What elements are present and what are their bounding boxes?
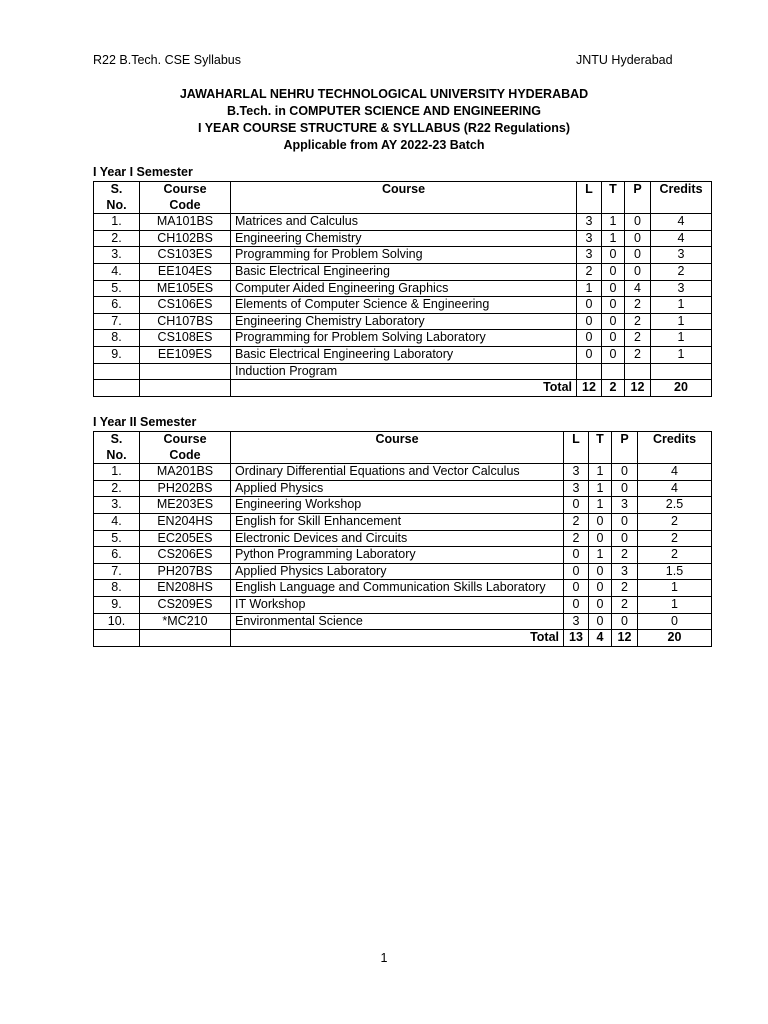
credits: 1 bbox=[651, 346, 712, 363]
practical-hours: 0 bbox=[625, 247, 651, 264]
course-row bbox=[94, 330, 712, 347]
col-credits-header: Credits bbox=[651, 182, 712, 214]
credits: 3 bbox=[651, 280, 712, 297]
total-row bbox=[94, 630, 712, 647]
credits: 4 bbox=[651, 230, 712, 247]
course-code: EN208HS bbox=[140, 580, 231, 597]
course-name: English for Skill Enhancement bbox=[231, 513, 564, 530]
course-code: CH107BS bbox=[140, 313, 231, 330]
course-row bbox=[94, 563, 712, 580]
tutorial-hours: 1 bbox=[602, 214, 625, 231]
course-code: CS103ES bbox=[140, 247, 231, 264]
credits: 4 bbox=[638, 464, 712, 481]
credits: 1 bbox=[651, 297, 712, 314]
practical-hours: 0 bbox=[625, 230, 651, 247]
practical-hours: 0 bbox=[625, 263, 651, 280]
serial-number: 7. bbox=[94, 563, 140, 580]
serial-number: 5. bbox=[94, 530, 140, 547]
course-name: Ordinary Differential Equations and Vector Calculus bbox=[231, 464, 564, 481]
total-label: Total bbox=[231, 380, 577, 397]
table-header-row bbox=[94, 432, 712, 464]
practical-hours: 2 bbox=[612, 547, 638, 564]
course-name: Matrices and Calculus bbox=[231, 214, 577, 231]
practical-hours: 2 bbox=[625, 346, 651, 363]
course-code: CS206ES bbox=[140, 547, 231, 564]
credits: 2.5 bbox=[638, 497, 712, 514]
university-name: JAWAHARLAL NEHRU TECHNOLOGICAL UNIVERSITY HYDERABAD bbox=[179, 87, 589, 101]
course-row bbox=[94, 497, 712, 514]
credits: 3 bbox=[651, 247, 712, 264]
serial-number: 2. bbox=[94, 480, 140, 497]
tutorial-hours: 0 bbox=[589, 596, 612, 613]
tutorial-hours: 1 bbox=[589, 547, 612, 564]
applicable-batch: Applicable from AY 2022-23 Batch bbox=[283, 138, 485, 152]
course-name: Programming for Problem Solving Laboratory bbox=[231, 330, 577, 347]
credits: 1 bbox=[638, 580, 712, 597]
col-l-header: L bbox=[564, 432, 589, 464]
course-code: ME105ES bbox=[140, 280, 231, 297]
course-name: Engineering Chemistry Laboratory bbox=[231, 313, 577, 330]
tutorial-hours: 0 bbox=[589, 580, 612, 597]
structure-title: I YEAR COURSE STRUCTURE & SYLLABUS (R22 Regulations) bbox=[197, 121, 571, 135]
course-name: Programming for Problem Solving bbox=[231, 247, 577, 264]
course-row bbox=[94, 464, 712, 481]
serial-number: 8. bbox=[94, 580, 140, 597]
course-row bbox=[94, 230, 712, 247]
practical-hours: 0 bbox=[625, 214, 651, 231]
practical-hours: 0 bbox=[612, 464, 638, 481]
tutorial-hours: 0 bbox=[602, 280, 625, 297]
col-code-header: Course Code bbox=[140, 432, 231, 464]
tutorial-hours: 0 bbox=[589, 563, 612, 580]
credits: 4 bbox=[638, 480, 712, 497]
credits: 1.5 bbox=[638, 563, 712, 580]
course-name: Basic Electrical Engineering Laboratory bbox=[231, 346, 577, 363]
course-code: MA101BS bbox=[140, 214, 231, 231]
lecture-hours: 0 bbox=[577, 297, 602, 314]
total-label: Total bbox=[231, 630, 564, 647]
course-code bbox=[140, 363, 231, 380]
lecture-hours: 3 bbox=[564, 480, 589, 497]
total-lecture: 12 bbox=[577, 380, 602, 397]
course-name: Environmental Science bbox=[231, 613, 564, 630]
tutorial-hours bbox=[602, 363, 625, 380]
course-name: English Language and Communication Skills Laboratory bbox=[231, 580, 564, 597]
tutorial-hours: 0 bbox=[602, 330, 625, 347]
practical-hours: 4 bbox=[625, 280, 651, 297]
credits: 4 bbox=[651, 214, 712, 231]
course-name: Basic Electrical Engineering bbox=[231, 263, 577, 280]
lecture-hours: 0 bbox=[564, 596, 589, 613]
course-code: EN204HS bbox=[140, 513, 231, 530]
serial-number: 3. bbox=[94, 247, 140, 264]
semester-1-title: I Year I Semester bbox=[93, 165, 193, 179]
serial-number: 6. bbox=[94, 547, 140, 564]
course-row bbox=[94, 280, 712, 297]
practical-hours: 0 bbox=[612, 613, 638, 630]
credits: 2 bbox=[651, 263, 712, 280]
serial-number: 7. bbox=[94, 313, 140, 330]
tutorial-hours: 0 bbox=[602, 346, 625, 363]
lecture-hours: 0 bbox=[564, 497, 589, 514]
course-row bbox=[94, 346, 712, 363]
course-code: EC205ES bbox=[140, 530, 231, 547]
total-tutorial: 2 bbox=[602, 380, 625, 397]
serial-number: 8. bbox=[94, 330, 140, 347]
course-code: CS108ES bbox=[140, 330, 231, 347]
empty-cell bbox=[94, 630, 140, 647]
serial-number: 1. bbox=[94, 464, 140, 481]
tutorial-hours: 1 bbox=[589, 480, 612, 497]
table-header-row bbox=[94, 182, 712, 214]
lecture-hours: 2 bbox=[564, 530, 589, 547]
total-credits: 20 bbox=[638, 630, 712, 647]
document-title-block bbox=[0, 86, 768, 154]
col-p-header: P bbox=[625, 182, 651, 214]
course-code: MA201BS bbox=[140, 464, 231, 481]
course-code: PH207BS bbox=[140, 563, 231, 580]
tutorial-hours: 1 bbox=[589, 497, 612, 514]
practical-hours: 2 bbox=[625, 313, 651, 330]
practical-hours: 2 bbox=[612, 580, 638, 597]
course-name: Computer Aided Engineering Graphics bbox=[231, 280, 577, 297]
semester-1-table bbox=[93, 181, 712, 397]
serial-number: 4. bbox=[94, 513, 140, 530]
course-code: *MC210 bbox=[140, 613, 231, 630]
col-p-header: P bbox=[612, 432, 638, 464]
lecture-hours: 3 bbox=[577, 214, 602, 231]
program-name: B.Tech. in COMPUTER SCIENCE AND ENGINEERING bbox=[227, 104, 541, 118]
lecture-hours: 0 bbox=[577, 330, 602, 347]
tutorial-hours: 0 bbox=[602, 313, 625, 330]
lecture-hours: 0 bbox=[564, 580, 589, 597]
lecture-hours bbox=[577, 363, 602, 380]
lecture-hours: 3 bbox=[564, 464, 589, 481]
serial-number: 3. bbox=[94, 497, 140, 514]
practical-hours: 3 bbox=[612, 563, 638, 580]
practical-hours: 2 bbox=[612, 596, 638, 613]
credits: 1 bbox=[651, 313, 712, 330]
course-name: IT Workshop bbox=[231, 596, 564, 613]
practical-hours: 0 bbox=[612, 480, 638, 497]
lecture-hours: 0 bbox=[564, 547, 589, 564]
serial-number: 5. bbox=[94, 280, 140, 297]
serial-number bbox=[94, 363, 140, 380]
col-credits-header: Credits bbox=[638, 432, 712, 464]
empty-cell bbox=[140, 380, 231, 397]
tutorial-hours: 1 bbox=[602, 230, 625, 247]
lecture-hours: 2 bbox=[564, 513, 589, 530]
tutorial-hours: 0 bbox=[589, 530, 612, 547]
lecture-hours: 3 bbox=[577, 230, 602, 247]
course-row bbox=[94, 547, 712, 564]
empty-cell bbox=[94, 380, 140, 397]
tutorial-hours: 1 bbox=[589, 464, 612, 481]
serial-number: 10. bbox=[94, 613, 140, 630]
col-course-header: Course bbox=[231, 432, 564, 464]
col-course-header: Course bbox=[231, 182, 577, 214]
course-row bbox=[94, 530, 712, 547]
course-name: Applied Physics bbox=[231, 480, 564, 497]
running-header-right: JNTU Hyderabad bbox=[576, 53, 673, 67]
course-code: EE109ES bbox=[140, 346, 231, 363]
total-practical: 12 bbox=[625, 380, 651, 397]
course-name: Python Programming Laboratory bbox=[231, 547, 564, 564]
course-row bbox=[94, 480, 712, 497]
col-t-header: T bbox=[589, 432, 612, 464]
tutorial-hours: 0 bbox=[602, 263, 625, 280]
empty-cell bbox=[140, 630, 231, 647]
course-name: Applied Physics Laboratory bbox=[231, 563, 564, 580]
lecture-hours: 0 bbox=[577, 346, 602, 363]
practical-hours: 2 bbox=[625, 330, 651, 347]
col-sno-header: S. No. bbox=[94, 182, 140, 214]
course-name: Induction Program bbox=[231, 363, 577, 380]
page-number: 1 bbox=[380, 951, 388, 965]
course-row bbox=[94, 613, 712, 630]
course-name: Engineering Chemistry bbox=[231, 230, 577, 247]
running-header-left: R22 B.Tech. CSE Syllabus bbox=[93, 53, 241, 67]
credits: 2 bbox=[638, 547, 712, 564]
semester-2-table bbox=[93, 431, 712, 647]
credits: 0 bbox=[638, 613, 712, 630]
course-row bbox=[94, 247, 712, 264]
lecture-hours: 1 bbox=[577, 280, 602, 297]
practical-hours: 2 bbox=[625, 297, 651, 314]
total-lecture: 13 bbox=[564, 630, 589, 647]
course-code: CS106ES bbox=[140, 297, 231, 314]
serial-number: 6. bbox=[94, 297, 140, 314]
col-l-header: L bbox=[577, 182, 602, 214]
semester-2-title: I Year II Semester bbox=[93, 415, 197, 429]
course-code: EE104ES bbox=[140, 263, 231, 280]
col-code-header: Course Code bbox=[140, 182, 231, 214]
course-code: ME203ES bbox=[140, 497, 231, 514]
lecture-hours: 0 bbox=[564, 563, 589, 580]
course-name: Engineering Workshop bbox=[231, 497, 564, 514]
practical-hours bbox=[625, 363, 651, 380]
col-t-header: T bbox=[602, 182, 625, 214]
serial-number: 2. bbox=[94, 230, 140, 247]
serial-number: 1. bbox=[94, 214, 140, 231]
course-row bbox=[94, 214, 712, 231]
course-code: CH102BS bbox=[140, 230, 231, 247]
lecture-hours: 2 bbox=[577, 263, 602, 280]
course-row bbox=[94, 297, 712, 314]
tutorial-hours: 0 bbox=[589, 513, 612, 530]
course-row bbox=[94, 313, 712, 330]
total-practical: 12 bbox=[612, 630, 638, 647]
credits bbox=[651, 363, 712, 380]
tutorial-hours: 0 bbox=[602, 247, 625, 264]
tutorial-hours: 0 bbox=[589, 613, 612, 630]
practical-hours: 0 bbox=[612, 530, 638, 547]
lecture-hours: 3 bbox=[564, 613, 589, 630]
course-row bbox=[94, 263, 712, 280]
lecture-hours: 0 bbox=[577, 313, 602, 330]
course-name: Elements of Computer Science & Engineering bbox=[231, 297, 577, 314]
total-tutorial: 4 bbox=[589, 630, 612, 647]
credits: 2 bbox=[638, 513, 712, 530]
course-row bbox=[94, 513, 712, 530]
course-row bbox=[94, 596, 712, 613]
serial-number: 4. bbox=[94, 263, 140, 280]
practical-hours: 3 bbox=[612, 497, 638, 514]
serial-number: 9. bbox=[94, 596, 140, 613]
course-code: PH202BS bbox=[140, 480, 231, 497]
credits: 2 bbox=[638, 530, 712, 547]
lecture-hours: 3 bbox=[577, 247, 602, 264]
total-credits: 20 bbox=[651, 380, 712, 397]
course-row bbox=[94, 580, 712, 597]
course-code: CS209ES bbox=[140, 596, 231, 613]
credits: 1 bbox=[638, 596, 712, 613]
total-row bbox=[94, 380, 712, 397]
col-sno-header: S. No. bbox=[94, 432, 140, 464]
credits: 1 bbox=[651, 330, 712, 347]
course-row bbox=[94, 363, 712, 380]
course-name: Electronic Devices and Circuits bbox=[231, 530, 564, 547]
tutorial-hours: 0 bbox=[602, 297, 625, 314]
practical-hours: 0 bbox=[612, 513, 638, 530]
serial-number: 9. bbox=[94, 346, 140, 363]
